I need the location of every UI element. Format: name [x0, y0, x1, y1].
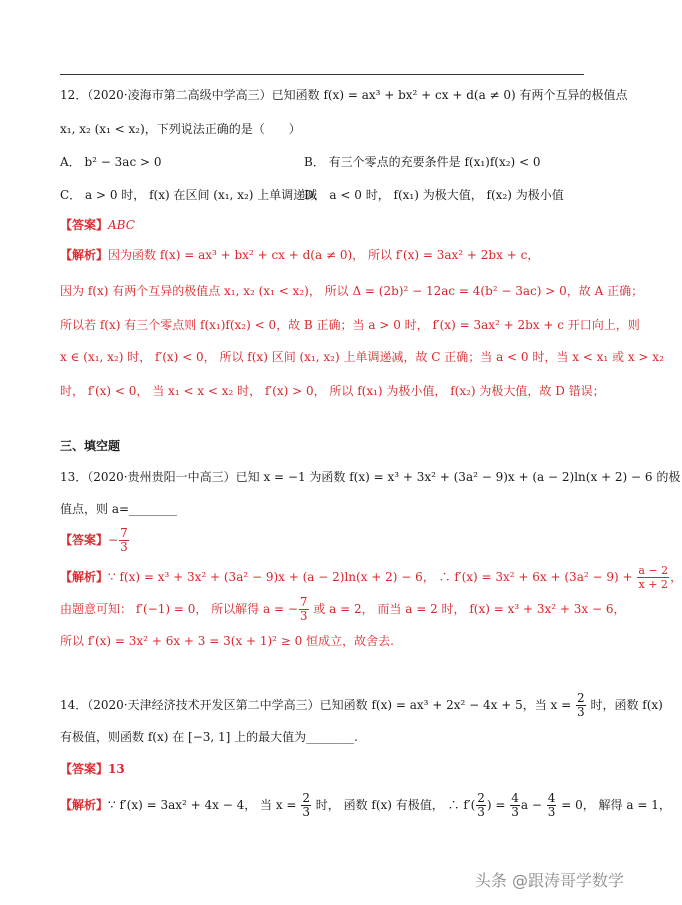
fraction-denominator: 3 — [547, 805, 556, 819]
analysis-fraction — [510, 792, 520, 819]
q14-stem-line1 — [60, 688, 663, 722]
q14-analysis-line1 — [60, 788, 671, 822]
analysis-text: ∵ f′(x) = 3ax² + 4x − 4， 当 x = — [108, 798, 301, 812]
q13-analysis-line2 — [60, 592, 625, 626]
fraction-numerator: 2 — [577, 691, 585, 705]
analysis-text: 由题意可知： f′(−1) = 0， 所以解得 a = − — [60, 602, 298, 616]
analysis-fraction — [301, 792, 311, 819]
fraction-denominator: 3 — [302, 805, 310, 819]
fraction-denominator: 3 — [511, 805, 519, 819]
fraction-denominator: 3 — [477, 805, 485, 819]
analysis-label: 【解析】 — [60, 798, 109, 812]
fraction-denominator: x + 2 — [638, 578, 668, 591]
header-divider — [60, 74, 584, 75]
answer-label: 【答案】 — [60, 218, 109, 232]
stem-text-end: 时，函数 f(x) — [586, 698, 663, 712]
q14-stem-line2: 有极值，则函数 f(x) 在 [−3, 1] 上的最大值为________. — [60, 730, 358, 744]
analysis-fraction — [547, 792, 557, 819]
watermark-prefix: 头条 — [474, 871, 507, 890]
fraction-numerator: a − 2 — [638, 564, 669, 577]
watermark-handle: @跟涛哥学数学 — [511, 871, 624, 890]
answer-value: 13 — [108, 762, 125, 776]
q12-option-c: C． a > 0 时， f(x) 在区间 (x₁, x₂) 上单调递减 — [60, 188, 318, 202]
q12-analysis-line1 — [60, 246, 539, 264]
stem-text: 14．（2020·天津经济技术开发区第二中学高三）已知函数 f(x) = ax³ + 2x² − 4x + 5，当 x = — [60, 698, 575, 712]
fraction-numerator: 4 — [511, 791, 519, 805]
analysis-fraction — [299, 596, 309, 623]
fraction-numerator: 2 — [302, 791, 310, 805]
analysis-label: 【解析】 — [60, 248, 109, 262]
analysis-fraction — [637, 564, 669, 591]
answer-fraction — [119, 527, 129, 554]
q12-stem-line2: x₁, x₂ (x₁ < x₂)，下列说法正确的是（ ） — [60, 122, 301, 136]
q13-analysis-line3: 所以 f′(x) = 3x² + 6x + 3 = 3(x + 1)² ≥ 0 恒成立，故舍去. — [60, 634, 394, 648]
analysis-text: 因为函数 f(x) = ax³ + bx² + cx + d(a ≠ 0)， 所以 f′(x) = 3ax² + 2bx + c， — [108, 248, 540, 262]
q12-analysis-line3: 所以若 f(x) 有三个零点则 f(x₁)f(x₂) < 0，故 B 正确；当 a > 0 时， f′(x) = 3ax² + 2bx + c 开口向上，则 — [60, 318, 640, 332]
q13-analysis-line1 — [60, 560, 682, 594]
q12-option-d: D． a < 0 时， f(x₁) 为极大值， f(x₂) 为极小值 — [304, 188, 564, 202]
analysis-label: 【解析】 — [60, 570, 109, 584]
analysis-text: 时， 函数 f(x) 有极值， ∴ f′( — [311, 798, 476, 812]
fraction-numerator: 4 — [547, 791, 556, 805]
q12-option-a: A． b² − 3ac > 0 — [60, 155, 162, 169]
q12-option-b: B． 有三个零点的充要条件是 f(x₁)f(x₂) < 0 — [304, 155, 541, 169]
answer-label: 【答案】 — [60, 533, 109, 547]
analysis-text: ) = — [486, 798, 510, 812]
analysis-text-end: 或 a = 2， 而当 a = 2 时， f(x) = x³ + 3x² + 3x − 6， — [309, 602, 626, 616]
answer-label: 【答案】 — [60, 762, 109, 776]
q13-stem-line1: 13．（2020·贵州贵阳一中高三）已知 x = −1 为函数 f(x) = x³ + 3x² + (3a² − 9)x + (a − 2)ln(x + 2) − 6 的极 — [60, 470, 681, 484]
fraction-denominator: 3 — [299, 609, 308, 623]
watermark — [475, 868, 624, 891]
analysis-text-end: ， — [670, 570, 682, 584]
analysis-fraction — [476, 792, 486, 819]
q12-analysis-line2: 因为 f(x) 有两个互异的极值点 x₁, x₂ (x₁ < x₂)， 所以 Δ = (2b)² − 12ac = 4(b² − 3ac) > 0，故 A 正确； — [60, 284, 644, 298]
answer-value: ABC — [108, 218, 135, 232]
analysis-text: a − — [520, 798, 546, 812]
q13-stem-line2: 值点，则 a=________ — [60, 502, 178, 516]
fraction-denominator: 3 — [120, 540, 128, 554]
answer-sign: − — [108, 533, 119, 547]
q12-answer — [60, 216, 135, 234]
fraction-numerator: 2 — [477, 791, 485, 805]
analysis-text: ∵ f(x) = x³ + 3x² + (3a² − 9)x + (a − 2)ln(x + 2) − 6， ∴ f′(x) = 3x² + 6x + (3a² − 9) + — [108, 570, 637, 584]
stem-fraction — [576, 692, 586, 719]
section-heading: 三、填空题 — [60, 439, 121, 453]
fraction-numerator: 7 — [299, 595, 308, 609]
q12-analysis-line5: 时， f′(x) < 0， 当 x₁ < x < x₂ 时， f′(x) > 0， 所以 f(x₁) 为极小值， f(x₂) 为极大值，故 D 错误； — [60, 384, 605, 398]
fraction-numerator: 7 — [120, 526, 128, 540]
q12-stem-line1: 12．（2020·凌海市第二高级中学高三）已知函数 f(x) = ax³ + bx² + cx + d(a ≠ 0) 有两个互异的极值点 — [60, 88, 628, 102]
q14-answer — [60, 760, 125, 778]
analysis-text-end: = 0， 解得 a = 1， — [557, 798, 671, 812]
fraction-denominator: 3 — [577, 705, 585, 719]
q12-analysis-line4: x ∈ (x₁, x₂) 时， f′(x) < 0， 所以 f(x) 区间 (x₁, x₂) 上单调递减，故 C 正确；当 a < 0 时，当 x < x₁ 或 x > x₂ — [60, 350, 664, 364]
q13-answer — [60, 520, 130, 560]
